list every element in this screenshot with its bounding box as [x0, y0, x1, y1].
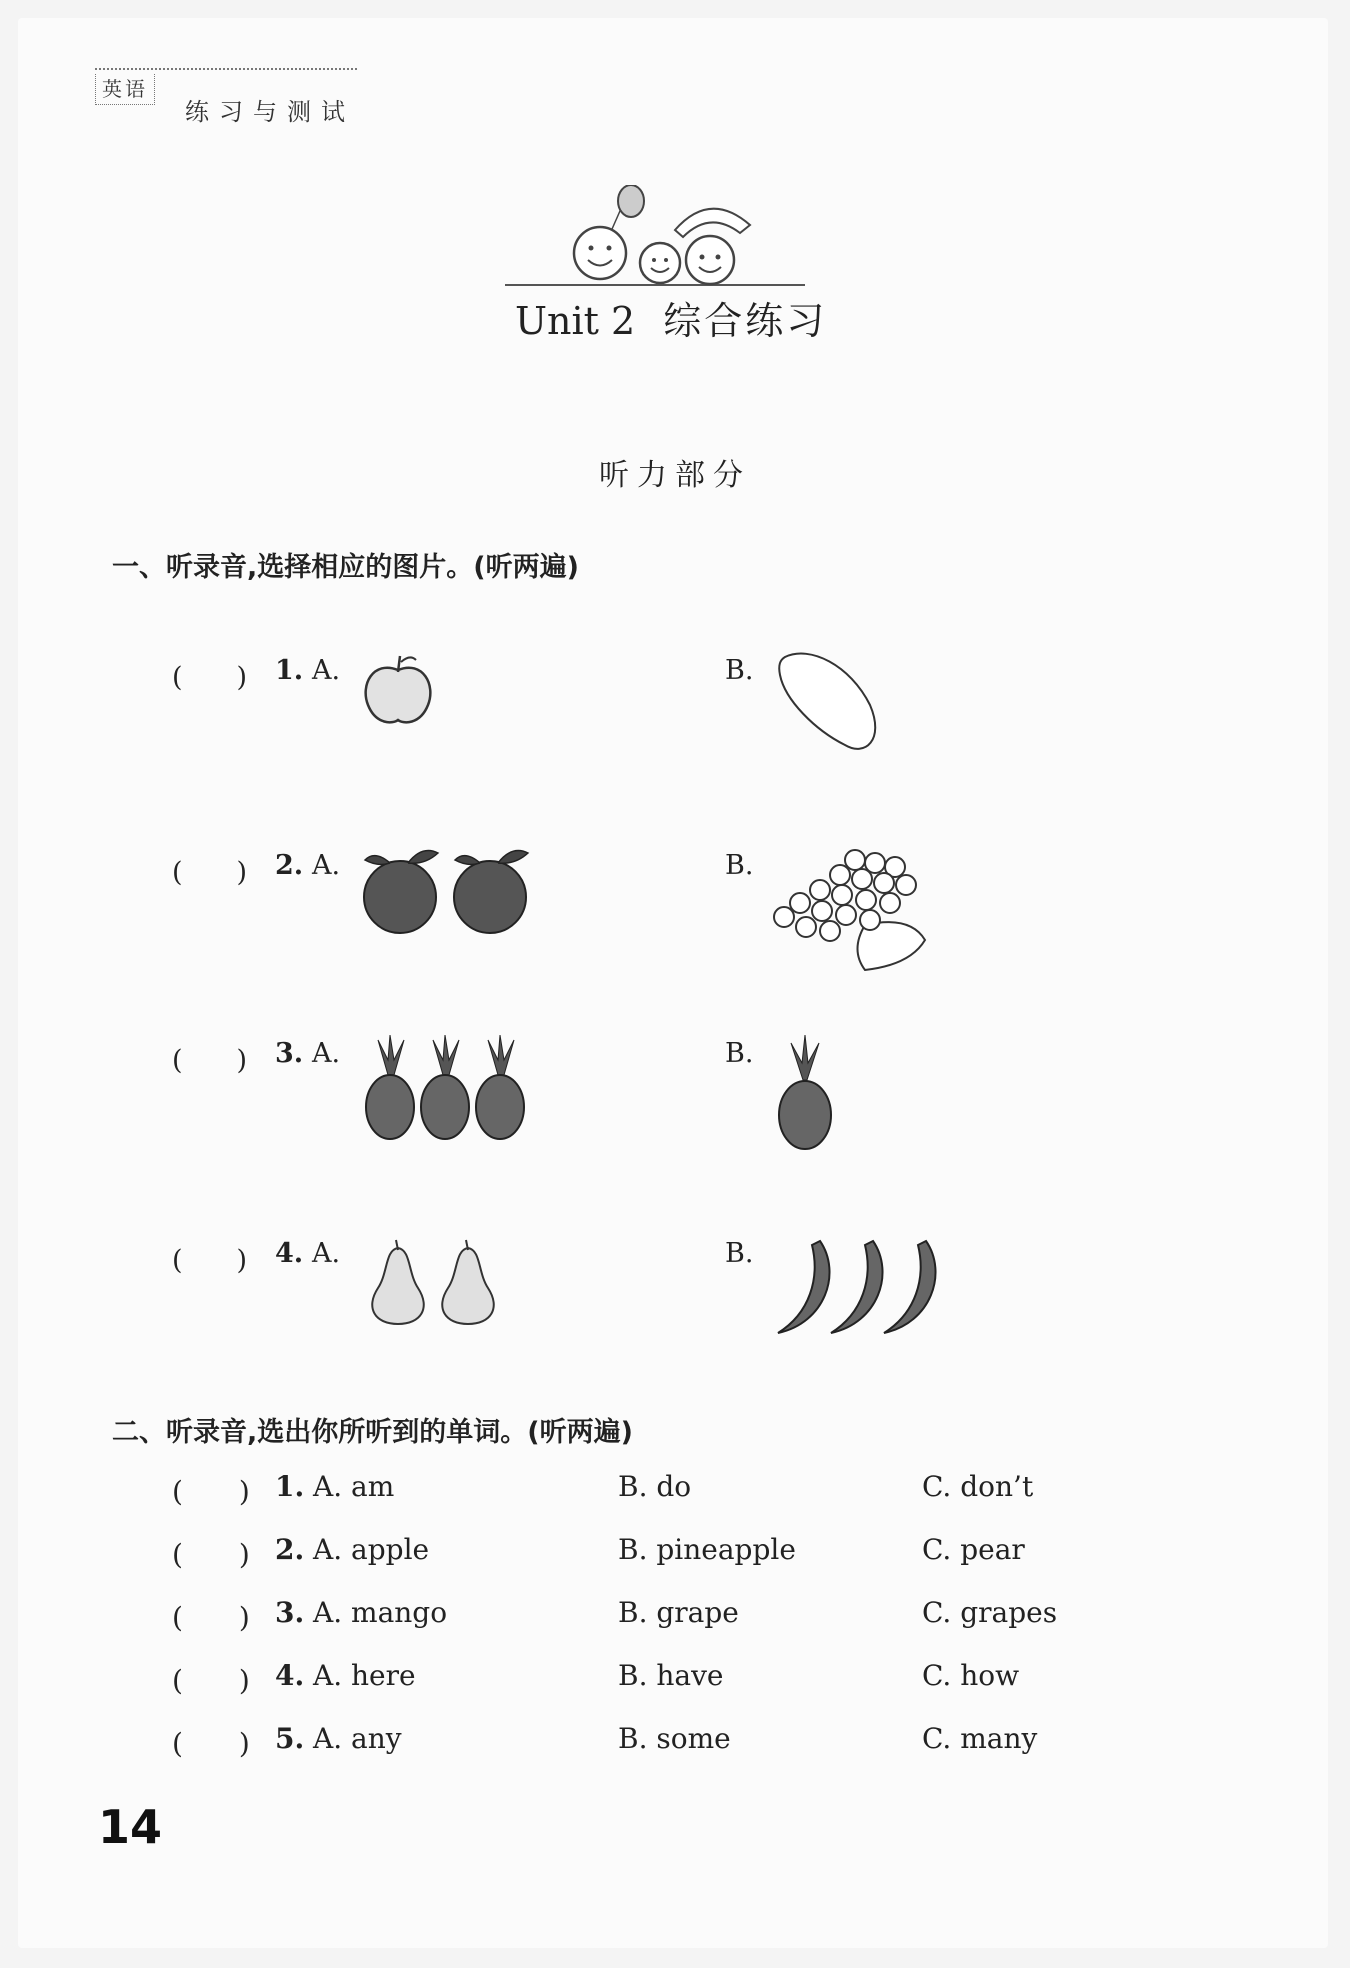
option-a-label: A.: [312, 1238, 341, 1269]
grapes-image: [770, 845, 930, 975]
option-c: C. don’t: [922, 1470, 1034, 1503]
pineapple-icon: [476, 1035, 524, 1139]
kids-mascot-illustration: [505, 185, 805, 295]
item-number: 4.: [275, 1238, 304, 1269]
pears-image: [360, 1238, 505, 1326]
section-title: 听力部分: [599, 458, 751, 493]
pineapple-image: [775, 1035, 835, 1150]
page-number: 14: [98, 1800, 163, 1854]
part1-heading: 一、听录音,选择相应的图片。(听两遍): [112, 552, 579, 583]
banana-icon: [778, 1241, 830, 1333]
answer-blank[interactable]: ( ): [172, 1245, 248, 1276]
unit-name: 综合练习: [663, 299, 828, 343]
item-number: 3.: [275, 1596, 305, 1629]
option-b: B. pineapple: [618, 1533, 796, 1566]
answer-blank[interactable]: ( ): [172, 1664, 250, 1697]
unit-title: [515, 290, 835, 345]
banana-icon: [831, 1241, 883, 1333]
option-a: A. any: [313, 1722, 402, 1755]
option-a-label: A.: [312, 1038, 341, 1069]
item-number: 4.: [275, 1659, 305, 1692]
answer-blank[interactable]: ( ): [172, 1045, 248, 1076]
option-b-label: B.: [725, 655, 754, 686]
apple-image: [358, 650, 438, 730]
item-number: 1.: [275, 1470, 305, 1503]
header-subject: 英语: [95, 74, 155, 105]
option-c: C. how: [922, 1659, 1020, 1692]
option-b: B. have: [618, 1659, 724, 1692]
option-b: B. some: [618, 1722, 731, 1755]
item-number: 3.: [275, 1038, 304, 1069]
option-a-label: A.: [312, 850, 341, 881]
option-b-label: B.: [725, 850, 754, 881]
banana-icon: [884, 1241, 936, 1333]
header-rule: [95, 68, 357, 70]
option-b: B. do: [618, 1470, 692, 1503]
option-a: A. here: [313, 1659, 416, 1692]
part2-heading: 二、听录音,选出你所听到的单词。(听两遍): [112, 1417, 633, 1448]
item-number: 2.: [275, 850, 304, 881]
option-b: B. grape: [618, 1596, 739, 1629]
option-b-label: B.: [725, 1238, 754, 1269]
option-a: A. am: [313, 1470, 395, 1503]
option-a-label: A.: [312, 655, 341, 686]
pear-icon: [442, 1240, 494, 1324]
item-number: 1.: [275, 655, 304, 686]
orange-icon: [364, 851, 438, 933]
answer-blank[interactable]: ( ): [172, 1475, 250, 1508]
option-c: C. many: [922, 1722, 1038, 1755]
option-c: C. pear: [922, 1533, 1025, 1566]
pineapple-icon: [366, 1035, 414, 1139]
orange-icon: [454, 851, 528, 933]
item-number: 2.: [275, 1533, 305, 1566]
mango-image: [770, 645, 890, 760]
oranges-image: [360, 845, 535, 935]
answer-blank[interactable]: ( ): [172, 857, 248, 888]
pear-icon: [372, 1240, 424, 1324]
unit-number: Unit 2: [515, 299, 636, 343]
option-b-label: B.: [725, 1038, 754, 1069]
answer-blank[interactable]: ( ): [172, 1538, 250, 1571]
option-a: A. apple: [313, 1533, 430, 1566]
three-pineapples-image: [360, 1035, 530, 1140]
option-c: C. grapes: [922, 1596, 1058, 1629]
answer-blank[interactable]: ( ): [172, 662, 248, 693]
answer-blank[interactable]: ( ): [172, 1601, 250, 1634]
answer-blank[interactable]: ( ): [172, 1727, 250, 1760]
pineapple-icon: [421, 1035, 469, 1139]
bananas-image: [770, 1233, 945, 1338]
item-number: 5.: [275, 1722, 305, 1755]
header-book-title: 练习与测试: [185, 98, 355, 126]
option-a: A. mango: [313, 1596, 448, 1629]
